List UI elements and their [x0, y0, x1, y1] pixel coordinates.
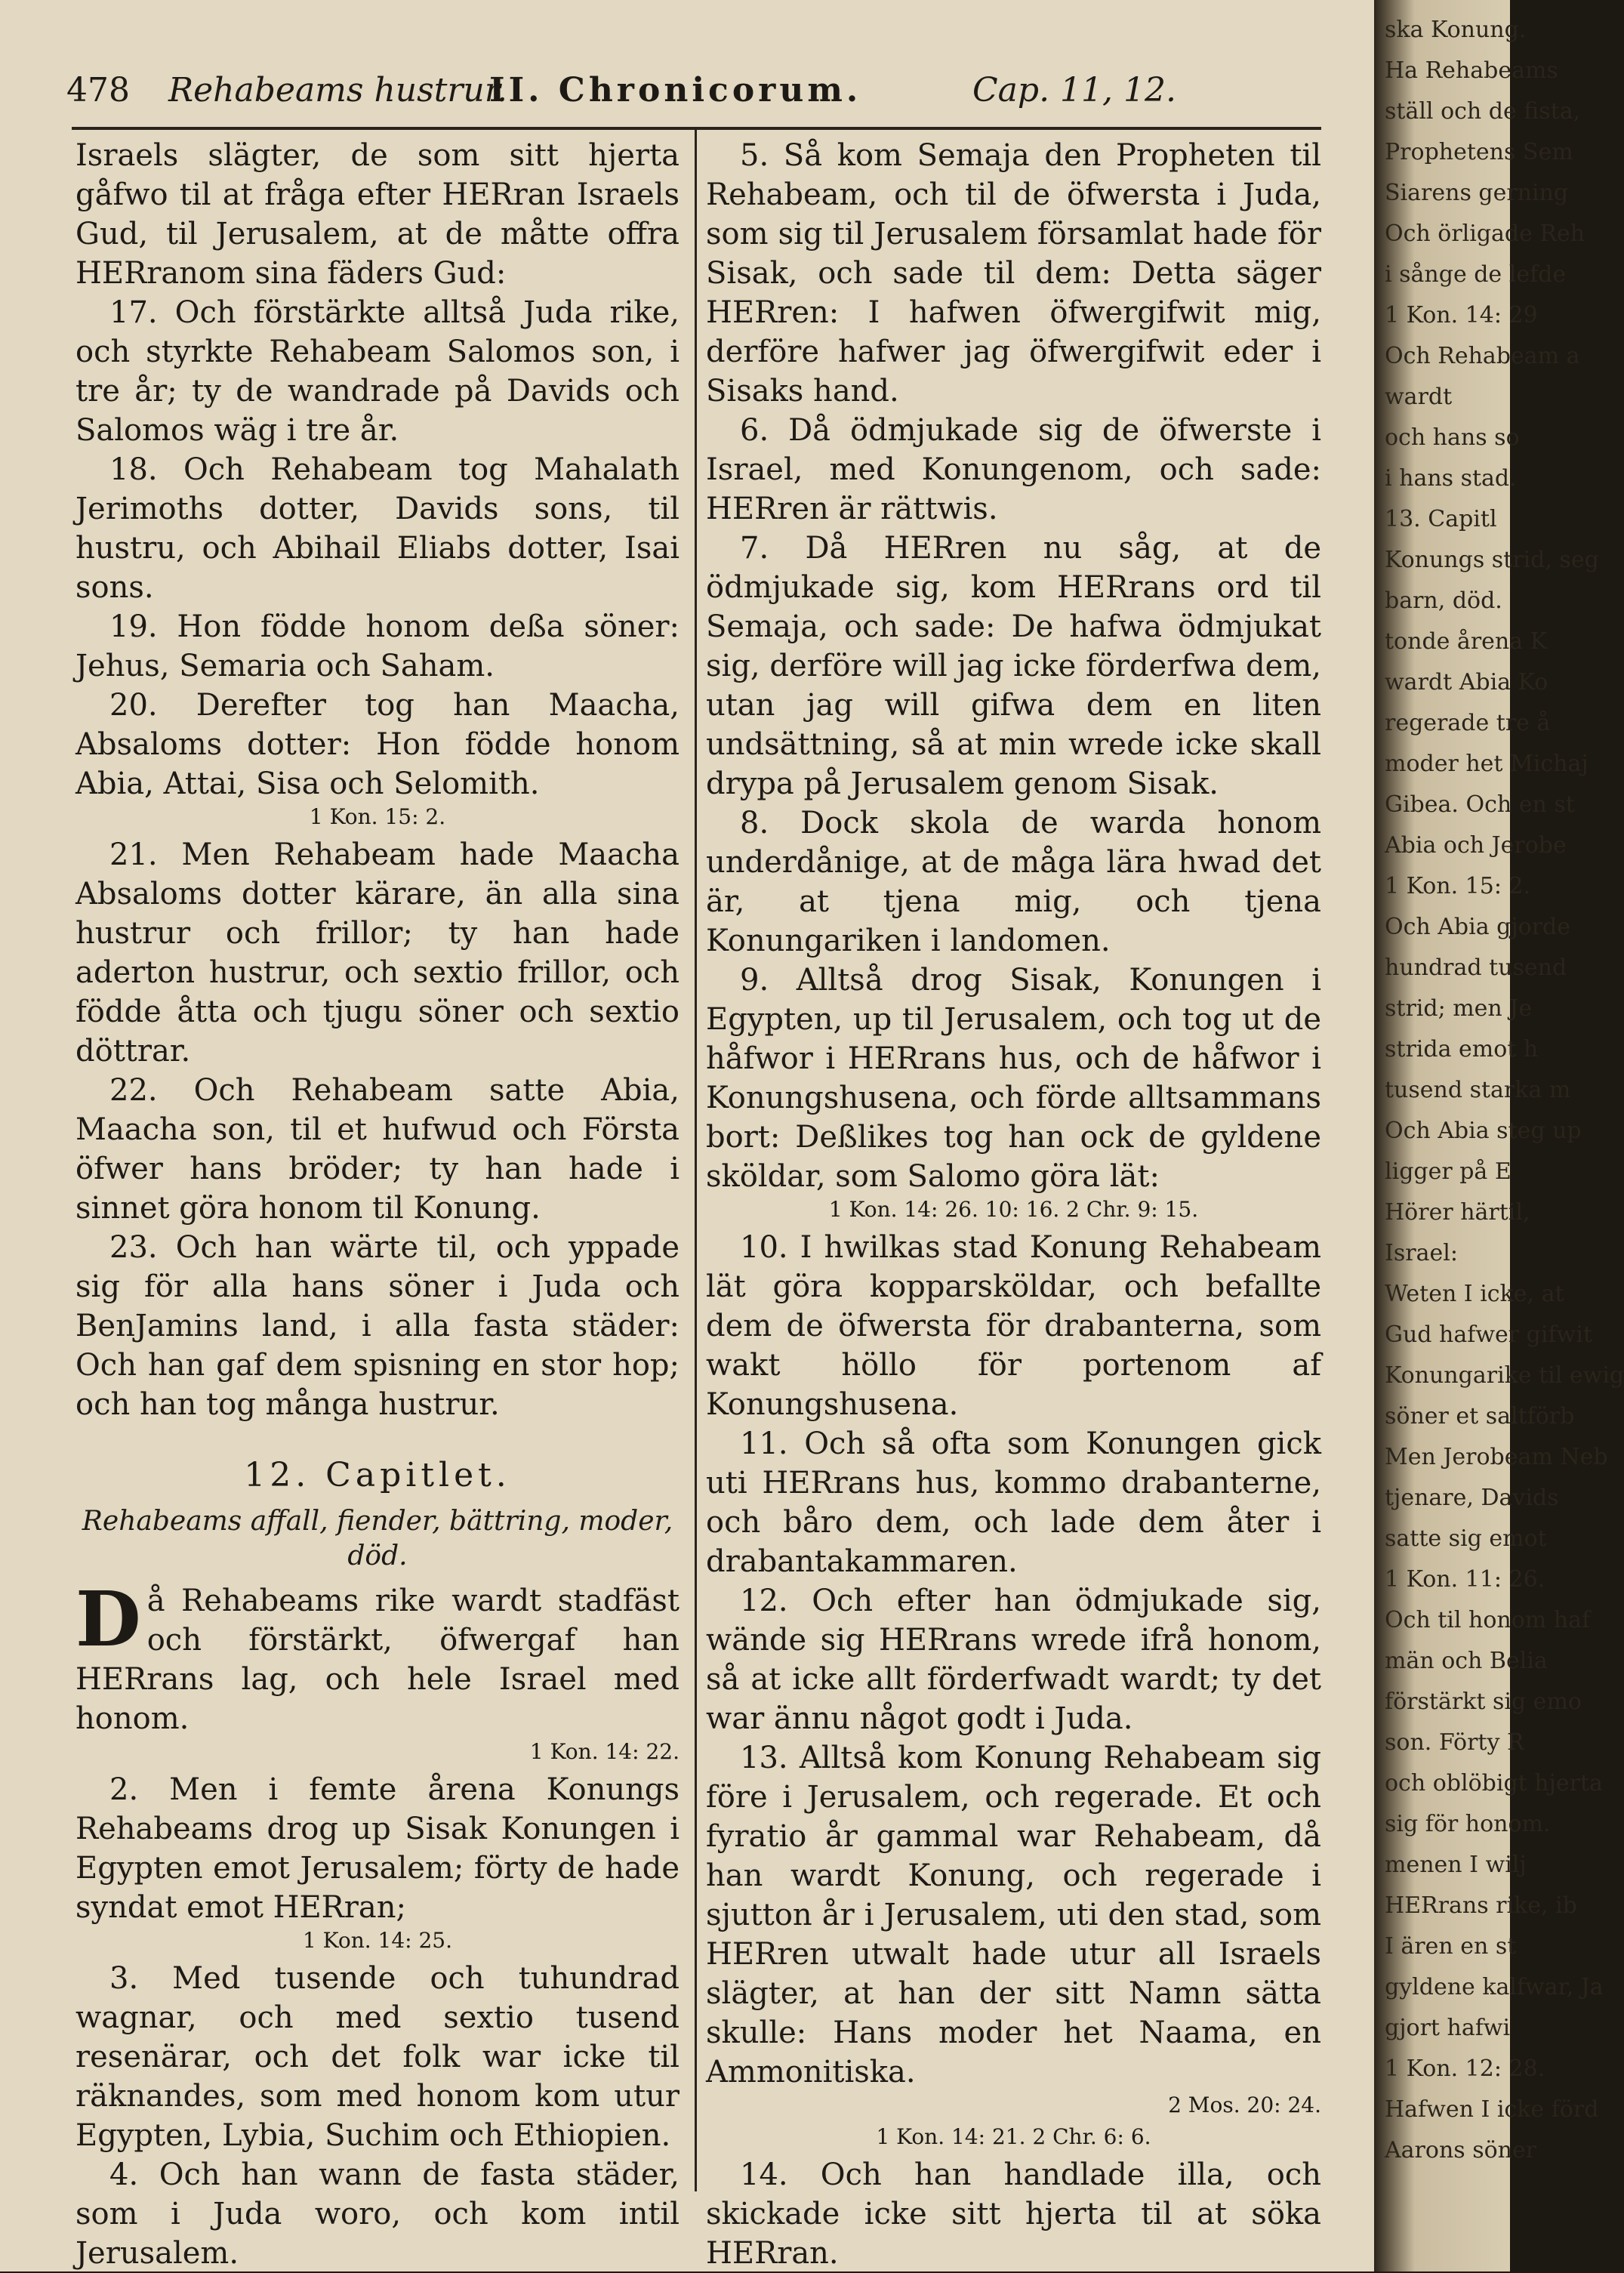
facing-page-line: 1 Kon. 15: 2.: [1385, 873, 1531, 899]
book-title: II. Chronicorum.: [489, 71, 862, 109]
verse-17: 17. Och förstärkte alltså Juda rike, och styrkte Rehabeam Salomos son, i tre år; ty de wandrade på Davids och Salomos wäg i tre år.: [75, 295, 679, 448]
chapter-summary: Rehabeams affall, fiender, bättring, moder, död.: [82, 1506, 673, 1571]
page-number: 478: [66, 71, 130, 109]
facing-page-line: tonde årena K: [1385, 628, 1548, 655]
facing-page-line: Och örligade Reh: [1385, 221, 1585, 247]
facing-page-line: ligger på E: [1385, 1158, 1512, 1185]
cross-reference: 1 Kon. 14: 22.: [529, 1739, 679, 1764]
verse-13: 13. Alltså kom Konung Rehabeam sig före i Jerusalem, och regerade. Et och fyratio år gammal war Rehabeam, då han wardt Konung, och regerade i sjutton år i Jerusalem, uti den stad, som HERren utwalt hade utur all Israels slägter, at han der sitt Namn sätta skulle: Hans moder het Naama, en Ammonitiska.: [706, 1741, 1321, 2089]
facing-page-line: Abia och Jerobe: [1385, 832, 1567, 859]
cross-reference: 1 Kon. 15: 2.: [309, 804, 446, 829]
facing-page-line: I ären en st: [1385, 1933, 1517, 1960]
facing-page-line: tusend starka m: [1385, 1077, 1571, 1103]
facing-page-line: 1 Kon. 12: 28.: [1385, 2056, 1545, 2082]
facing-page-line: strid; men Je: [1385, 995, 1533, 1022]
chapter-title: 12. Capitlet.: [244, 1456, 511, 1494]
verse-1: [75, 1574, 679, 1738]
facing-page-line: son. Förty R: [1385, 1729, 1524, 1756]
drop-cap: D: [75, 1574, 141, 1664]
chapter-reference: Cap. 11, 12.: [972, 71, 1176, 109]
verse-21: 21. Men Rehabeam hade Maacha Absaloms dotter kärare, än alla sina hustrur och frillor; ty han hade aderton hustrur, och sextio frillor, och födde åtta och tjugu söner och sextio döttrar.: [75, 837, 679, 1069]
facing-page-line: Konungs strid, seg: [1385, 547, 1599, 573]
facing-page-line: Gibea. Och en st: [1385, 791, 1575, 818]
facing-page-line: Ha Rehabeams: [1385, 57, 1558, 84]
verse-7: 7. Då HERren nu såg, at de ödmjukade sig, kom HERrans ord til Semaja, och sade: De hafwa ödmjukat sig, derföre will jag icke förderfwa dem, utan jag will gifwa dem en liten undsättning, så at min wrede icke skall drypa på Jerusalem genom Sisak.: [706, 531, 1321, 801]
left-column: [75, 136, 679, 2273]
facing-page-line: i hans stad.: [1385, 465, 1517, 492]
facing-page-line: och oblöbigt hjerta: [1385, 1770, 1603, 1797]
verse-9: 9. Alltså drog Sisak, Konungen i Egypten, up til Jerusalem, och tog ut de håfwor i HERrans hus, och de håfwor i Konungshusena, och förde alltsammans bort: Deßlikes tog han ock de gyldene sköldar, som Salomo göra lät:: [706, 963, 1321, 1194]
facing-page-line: och hans so: [1385, 424, 1520, 451]
running-header: [66, 68, 1191, 121]
verse-6: 6. Då ödmjukade sig de öfwerste i Israel, med Konungenom, och sade: HERren är rättwis.: [706, 413, 1321, 526]
facing-page-line: strida emot h: [1385, 1036, 1539, 1062]
facing-page-line: ställ och de fista,: [1385, 98, 1581, 125]
verse-11: 11. Och så ofta som Konungen gick uti HERrans hus, kommo drabanterne, och båro dem, och lade dem åter i drabantakammaren.: [706, 1426, 1321, 1579]
cross-reference: 1 Kon. 14: 21. 2 Chr. 6: 6.: [876, 2124, 1151, 2149]
facing-page-line: 1 Kon. 11: 26.: [1385, 1566, 1545, 1593]
facing-page-line: Och til honom haf: [1385, 1607, 1591, 1633]
verse-18: 18. Och Rehabeam tog Mahalath Jerimoths dotter, Davids sons, til hustru, och Abihail Eliabs dotter, Isai sons.: [75, 452, 679, 605]
facing-page-line: Och Abia steg up: [1385, 1118, 1582, 1144]
facing-page-line: Israel:: [1385, 1240, 1458, 1266]
facing-page-line: sig för honom.: [1385, 1811, 1551, 1837]
facing-page-line: ska Konung.: [1385, 17, 1527, 43]
facing-page-line: gyldene kalfwar, Ja: [1385, 1974, 1604, 2000]
facing-page-edge: [1374, 0, 1624, 2271]
facing-page-line: Aarons söner: [1385, 2137, 1537, 2164]
cross-reference: 1 Kon. 14: 25.: [302, 1928, 453, 1953]
verse-8: 8. Dock skola de warda honom underdånige, at de måga lära hwad det är, at tjena mig, och tjena Konungariken i landomen.: [706, 806, 1321, 958]
verse-3: 3. Med tusende och tuhundrad wagnar, och med sextio tusend resenärar, och det folk war icke til räknandes, som med honom kom utur Egypten, Lybia, Suchim och Ethiopien.: [75, 1961, 679, 2153]
verse-continuation: Israels slägter, de som sitt hjerta gåfwo til at fråga efter HERran Israels Gud, til Jerusalem, at de måtte offra HERranom sina fäders Gud:: [75, 138, 679, 291]
facing-page-line: Hörer härtil,: [1385, 1199, 1530, 1226]
verse-23: 23. Och han wärte til, och yppade sig för alla hans söner i Juda och BenJamins land, i alla fasta städer: Och han gaf dem spisning en stor hop; och han tog många hustrur.: [75, 1230, 679, 1422]
cross-reference: 1 Kon. 14: 26. 10: 16. 2 Chr. 9: 15.: [828, 1197, 1199, 1222]
facing-page-line: Hafwen I icke förd: [1385, 2096, 1599, 2123]
facing-page-line: Weten I icke, at: [1385, 1281, 1564, 1307]
facing-page-line: 13. Capitl: [1385, 506, 1497, 532]
facing-page-line: moder het Michaj: [1385, 751, 1589, 777]
facing-page-line: 1 Kon. 14: 29: [1385, 302, 1538, 328]
facing-page-line: Siarens gerning: [1385, 180, 1569, 206]
facing-page-line: tjenare, Davids: [1385, 1485, 1559, 1511]
facing-page-line: satte sig emot: [1385, 1525, 1547, 1552]
facing-page-line: wardt: [1385, 384, 1453, 410]
facing-page-line: HERrans rike, ib: [1385, 1892, 1577, 1919]
facing-page-line: Gud hafwer gifwit: [1385, 1322, 1592, 1348]
facing-page-line: Prophetens Sem: [1385, 139, 1573, 165]
facing-page-line: menen I wilj: [1385, 1852, 1527, 1878]
verse-5: 5. Så kom Semaja den Propheten til Rehabeam, och til de öfwersta i Juda, som sig til Jerusalem församlat hade för Sisak, och sade til dem: Detta säger HERren: I hafwen öfwergifwit mig, derföre hafwer jag öfwergifwit eder i Sisaks hand.: [706, 138, 1321, 409]
verse-10: 10. I hwilkas stad Konung Rehabeam lät göra kopparsköldar, och befallte dem de öfwersta för drabanterna, som wakt höllo för portenom af Konungshusena.: [706, 1230, 1321, 1422]
verse-22: 22. Och Rehabeam satte Abia, Maacha son, til et hufwud och Första öfwer hans bröder; ty han hade i sinnet göra honom til Konung.: [75, 1073, 679, 1226]
facing-page-line: Konungarike til ewig: [1385, 1362, 1624, 1389]
verse-20: 20. Derefter tog han Maacha, Absaloms dotter: Hon födde honom Abia, Attai, Sisa och Selomith.: [75, 688, 679, 801]
facing-page-line: Och Abia gjorde: [1385, 914, 1571, 940]
cross-reference: 2 Mos. 20: 24.: [1168, 2093, 1321, 2117]
facing-page-line: förstärkt sig emo: [1385, 1689, 1582, 1715]
verse-19: 19. Hon födde honom deßa söner: Jehus, Semaria och Saham.: [75, 609, 679, 683]
facing-page-line: wardt Abia Ko: [1385, 669, 1549, 695]
verse-4: 4. Och han wann de fasta städer, som i Juda woro, och kom intil Jerusalem.: [75, 2157, 679, 2271]
facing-page-line: Men Jerobeam Neb: [1385, 1444, 1608, 1470]
verse-1-text: å Rehabeams rike wardt stadfäst och förstärkt, öfwergaf han HERrans lag, och hele Israel med honom.: [75, 1584, 679, 1736]
facing-page-line: söner et saltförb: [1385, 1403, 1575, 1429]
column-divider: [695, 130, 697, 2191]
facing-page-line: barn, död.: [1385, 588, 1502, 614]
verse-2: 2. Men i femte årena Konungs Rehabeams drog up Sisak Konungen i Egypten emot Jerusalem; förty de hade syndat emot HERran;: [75, 1772, 679, 1925]
facing-page-line: gjort hafwi: [1385, 2015, 1511, 2041]
running-title-left: Rehabeams hustrur.: [168, 71, 507, 109]
facing-page-line: regerade tre å: [1385, 710, 1551, 736]
facing-page-line: hundrad tusend: [1385, 955, 1567, 981]
facing-page-line: män och Belia: [1385, 1648, 1548, 1674]
verse-12: 12. Och efter han ödmjukade sig, wände sig HERrans wrede ifrå honom, så at icke allt förderfwadt wardt; ty det war ännu något godt i Juda.: [706, 1584, 1321, 1736]
right-column: [706, 136, 1321, 2273]
verse-14: 14. Och han handlade illa, och skickade icke sitt hjerta til at söka HERran.: [706, 2157, 1321, 2271]
facing-page-line: i sånge de lefde: [1385, 261, 1567, 288]
facing-page-line: Och Rehabeam a: [1385, 343, 1580, 369]
